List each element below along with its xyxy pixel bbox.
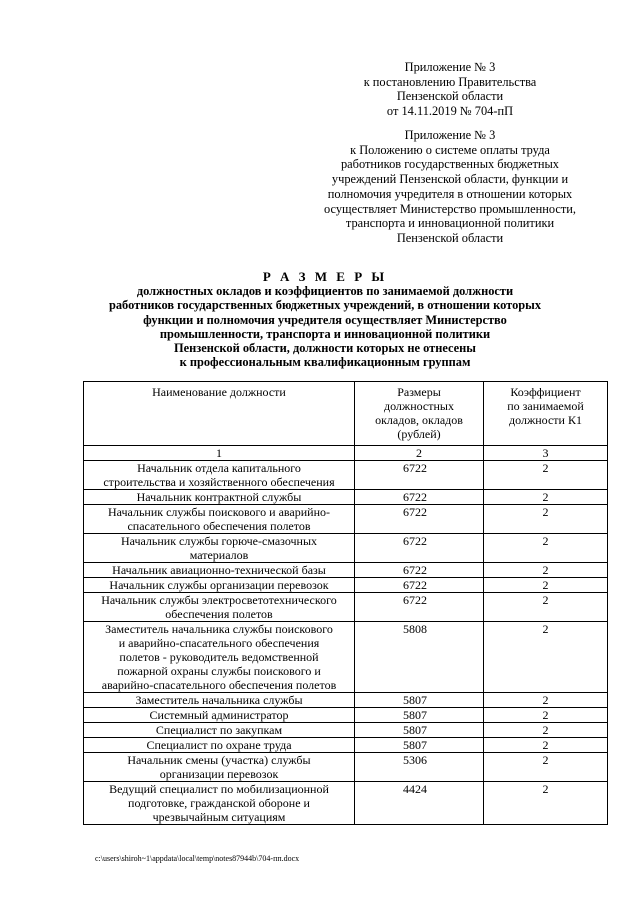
table-row xyxy=(84,708,608,723)
position-name-cell xyxy=(84,753,355,782)
column-number: 2 xyxy=(355,446,484,461)
position-name-cell xyxy=(84,723,355,738)
column-number: 3 xyxy=(484,446,608,461)
document-title xyxy=(40,270,610,369)
salary-cell: 5306 xyxy=(355,753,484,782)
position-name-line: Начальник службы горюче-смазочных xyxy=(120,534,318,548)
table-row xyxy=(84,505,608,534)
coefficient-cell: 2 xyxy=(484,578,608,593)
position-name-line: Заместитель начальника службы поискового xyxy=(105,622,333,636)
coefficient-cell: 2 xyxy=(484,622,608,693)
table-row xyxy=(84,753,608,782)
position-name-cell xyxy=(84,693,355,708)
position-name-cell xyxy=(84,622,355,693)
appendix-regulation-line: Пензенской области xyxy=(396,230,504,245)
position-name-line: Начальник авиационно-технической базы xyxy=(112,563,326,577)
coefficient-cell: 2 xyxy=(484,490,608,505)
table-row xyxy=(84,534,608,563)
position-name-line: Начальник службы электросветотехнического xyxy=(101,593,337,607)
coefficient-cell: 2 xyxy=(484,461,608,490)
coefficient-cell: 2 xyxy=(484,708,608,723)
coefficient-cell: 2 xyxy=(484,723,608,738)
salary-table xyxy=(83,381,608,825)
position-name-line: Начальник службы организации перевозок xyxy=(109,578,329,592)
appendix-decree-line: к постановлению Правительства xyxy=(363,74,537,89)
table-row xyxy=(84,461,608,490)
position-name-line: Заместитель начальника службы xyxy=(135,693,303,707)
table-row xyxy=(84,693,608,708)
salary-cell: 6722 xyxy=(355,563,484,578)
salary-cell: 6722 xyxy=(355,490,484,505)
column-number: 1 xyxy=(84,446,355,461)
header-salary: Размеры должностных окладов, окладов (рублей) xyxy=(355,382,484,446)
coefficient-cell: 2 xyxy=(484,782,608,825)
salary-cell: 6722 xyxy=(355,505,484,534)
salary-cell: 4424 xyxy=(355,782,484,825)
table-row xyxy=(84,738,608,753)
coefficient-cell: 2 xyxy=(484,505,608,534)
position-name-line: Начальник смены (участка) службы xyxy=(127,753,311,767)
appendix-regulation-block xyxy=(300,128,600,246)
salary-cell: 5807 xyxy=(355,708,484,723)
appendix-decree-block xyxy=(300,60,600,119)
position-name-line: спасательного обеспечения полетов xyxy=(127,519,311,533)
position-name-line: Специалист по охране труда xyxy=(146,738,292,752)
position-name-line: подготовке, гражданской обороне и xyxy=(128,796,310,810)
position-name-line: полетов - руководитель ведомственной xyxy=(119,650,319,664)
position-name-cell xyxy=(84,738,355,753)
title-line: должностных окладов и коэффициентов по занимаемой должности xyxy=(136,284,514,299)
salary-cell: 6722 xyxy=(355,534,484,563)
table-header-row xyxy=(84,382,608,446)
salary-cell: 5808 xyxy=(355,622,484,693)
appendix-regulation-line: работников государственных бюджетных xyxy=(340,157,560,172)
coefficient-cell: 2 xyxy=(484,753,608,782)
position-name-line: Начальник контрактной службы xyxy=(136,490,302,504)
appendix-regulation-line: Приложение № 3 xyxy=(404,128,496,142)
salary-cell: 5807 xyxy=(355,738,484,753)
table-row xyxy=(84,782,608,825)
table-row xyxy=(84,723,608,738)
table-row xyxy=(84,593,608,622)
title-line: работников государственных бюджетных учреждений, в отношении которых xyxy=(108,298,542,313)
table-row xyxy=(84,563,608,578)
table-row xyxy=(84,578,608,593)
position-name-cell xyxy=(84,534,355,563)
position-name-cell xyxy=(84,708,355,723)
salary-cell: 5807 xyxy=(355,693,484,708)
title-line: Пензенской области, должности которых не отнесены xyxy=(174,341,476,356)
table-row xyxy=(84,622,608,693)
header-position: Наименование должности xyxy=(84,382,355,446)
position-name-cell xyxy=(84,593,355,622)
salary-cell: 6722 xyxy=(355,461,484,490)
position-name-line: и аварийно-спасательного обеспечения xyxy=(118,636,320,650)
title-line: промышленности, транспорта и инновационной политики xyxy=(159,326,491,341)
position-name-cell xyxy=(84,461,355,490)
position-name-line: организации перевозок xyxy=(159,767,279,781)
title-heading: Р А З М Е Р Ы xyxy=(262,269,388,284)
coefficient-cell: 2 xyxy=(484,593,608,622)
position-name-line: аварийно-спасательного обеспечения полетов xyxy=(101,678,337,692)
table-row xyxy=(84,490,608,505)
position-name-line: пожарной охраны службы поискового и xyxy=(117,664,321,678)
appendix-regulation-line: учреждений Пензенской области, функции и xyxy=(331,172,569,187)
position-name-line: Специалист по закупкам xyxy=(155,723,283,737)
salary-cell: 6722 xyxy=(355,593,484,622)
appendix-regulation-line: к Положению о системе оплаты труда xyxy=(350,142,550,157)
title-line: функции и полномочия учредителя осуществляет Министерство xyxy=(143,312,507,327)
position-name-line: Ведущий специалист по мобилизационной xyxy=(109,782,329,796)
position-name-cell xyxy=(84,578,355,593)
file-path-footer: c:\users\shiroh~1\appdata\local\temp\notes87944b\704-пп.docx xyxy=(95,854,300,863)
appendix-decree-line: от 14.11.2019 № 704-пП xyxy=(386,104,514,119)
position-name-line: Системный администратор xyxy=(149,708,289,722)
title-line: к профессиональным квалификационным группам xyxy=(179,355,471,370)
coefficient-cell: 2 xyxy=(484,693,608,708)
coefficient-cell: 2 xyxy=(484,534,608,563)
salary-cell: 6722 xyxy=(355,578,484,593)
coefficient-cell: 2 xyxy=(484,563,608,578)
salary-cell: 5807 xyxy=(355,723,484,738)
column-number-row xyxy=(84,446,608,461)
appendix-decree-line: Приложение № 3 xyxy=(404,60,496,74)
coefficient-cell: 2 xyxy=(484,738,608,753)
position-name-cell xyxy=(84,782,355,825)
header-coefficient: Коэффициент по занимаемой должности К1 xyxy=(484,382,608,446)
appendix-decree-line: Пензенской области xyxy=(396,89,504,104)
position-name-line: обеспечения полетов xyxy=(165,607,273,621)
position-name-line: чрезвычайным ситуациям xyxy=(152,810,286,824)
position-name-line: строительства и хозяйственного обеспечения xyxy=(103,475,335,489)
position-name-line: Начальник службы поискового и аварийно- xyxy=(107,505,330,519)
position-name-cell xyxy=(84,505,355,534)
position-name-cell xyxy=(84,563,355,578)
position-name-line: Начальник отдела капитального xyxy=(137,461,301,475)
appendix-regulation-line: осуществляет Министерство промышленности, xyxy=(324,201,576,216)
appendix-regulation-line: транспорта и инновационной политики xyxy=(345,216,555,231)
position-name-line: материалов xyxy=(189,548,249,562)
appendix-regulation-line: полномочия учредителя в отношении которых xyxy=(327,186,573,201)
position-name-cell xyxy=(84,490,355,505)
